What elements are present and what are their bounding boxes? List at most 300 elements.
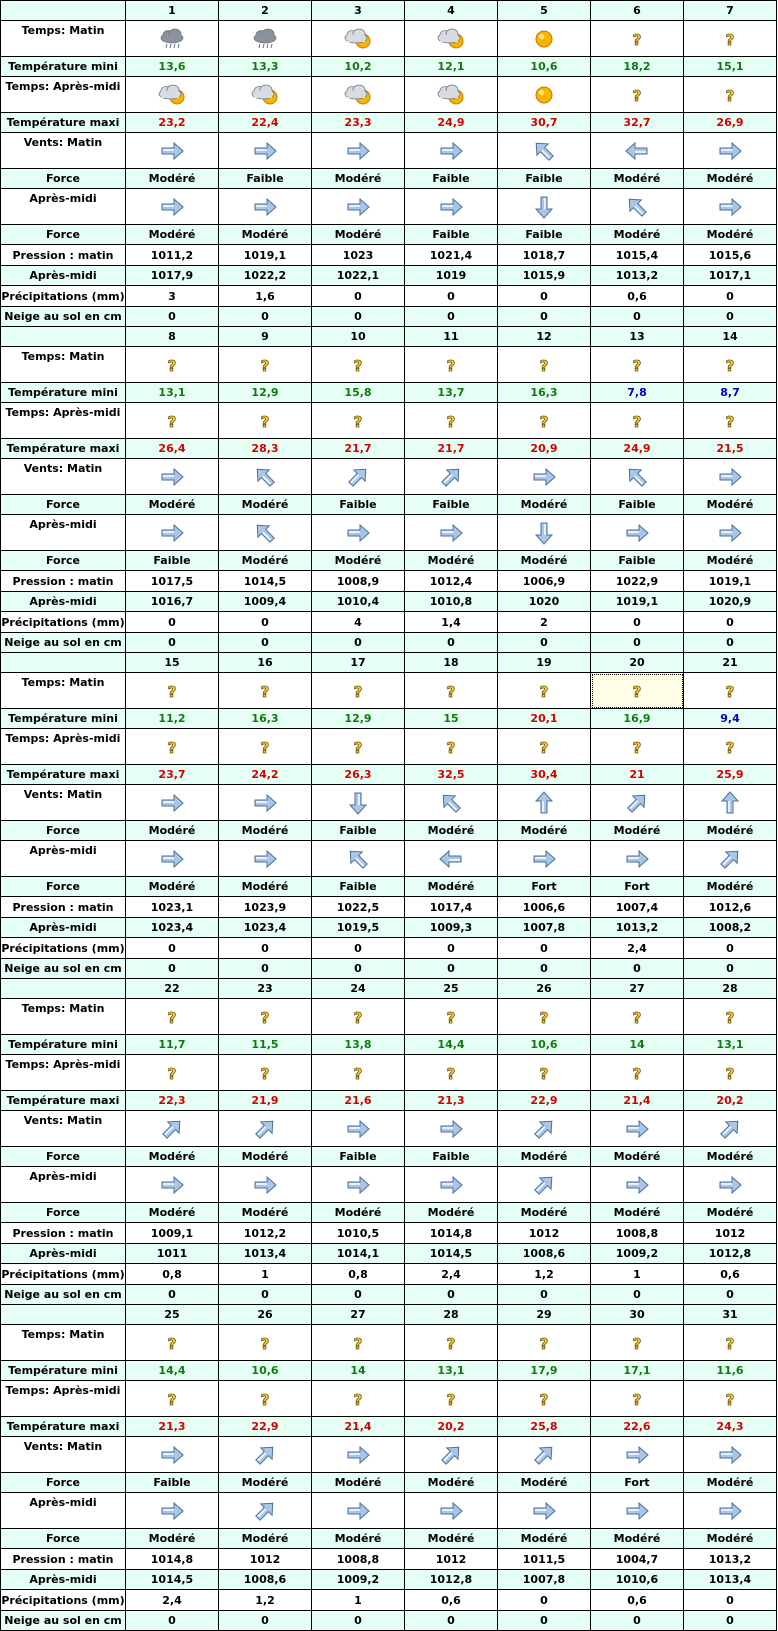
arrow-east-icon: [623, 1117, 651, 1141]
week-2-row-temp-max: [1, 439, 777, 459]
unknown-icon: [437, 1331, 465, 1355]
temp-min-cell: 14,4: [126, 1361, 219, 1381]
pressure-afternoon-cell: 1023,4: [219, 918, 312, 938]
weather-afternoon-cell: [684, 729, 777, 765]
force-afternoon-cell: Modéré: [405, 1529, 498, 1549]
row-label-wind-afternoon: Après-midi: [1, 189, 126, 225]
temp-max-cell: 30,7: [498, 113, 591, 133]
weather-morning-cell: [498, 999, 591, 1035]
wind-afternoon-cell: [312, 515, 405, 551]
week-4-row-wind-afternoon: [1, 1167, 777, 1203]
row-label-snow-depth: Neige au sol en cm: [1, 633, 126, 653]
snow-depth-cell: 0: [684, 633, 777, 653]
temp-max-cell: 21,9: [219, 1091, 312, 1111]
force-morning-cell: Modéré: [219, 1147, 312, 1167]
pressure-morning-cell: 1023,1: [126, 897, 219, 918]
day-number-cell: 6: [591, 1, 684, 21]
arrow-east-icon: [251, 195, 279, 219]
svg-text:?: ?: [353, 1334, 363, 1353]
svg-text:?: ?: [539, 1334, 549, 1353]
precipitation-cell: 0: [405, 938, 498, 959]
wind-morning-cell: [126, 785, 219, 821]
arrow-northwest-icon: [530, 139, 558, 163]
arrow-east-icon: [716, 1499, 744, 1523]
weather-morning-cell: [498, 1325, 591, 1361]
day-number-cell: 8: [126, 327, 219, 347]
pressure-morning-cell: 1012: [405, 1549, 498, 1570]
pressure-morning-cell: 1023,9: [219, 897, 312, 918]
temp-min-cell: 16,3: [498, 383, 591, 403]
pressure-afternoon-cell: 1019,5: [312, 918, 405, 938]
weather-afternoon-cell: [312, 1055, 405, 1091]
week-2-row-wind-morning: [1, 459, 777, 495]
svg-text:?: ?: [446, 1064, 456, 1083]
temp-min-cell: 12,9: [312, 709, 405, 729]
pressure-afternoon-cell: 1010,6: [591, 1570, 684, 1590]
force-afternoon-cell: Modéré: [405, 877, 498, 897]
wind-afternoon-cell: [405, 1493, 498, 1529]
temp-min-cell: 15,1: [684, 57, 777, 77]
wind-morning-cell: [591, 1111, 684, 1147]
temp-max-cell: 25,9: [684, 765, 777, 785]
arrow-northeast-icon: [251, 1443, 279, 1467]
wind-afternoon-cell: [591, 1167, 684, 1203]
week-1-row-snow-depth: [1, 307, 777, 327]
weather-morning-cell: [219, 999, 312, 1035]
weather-afternoon-cell: [498, 1381, 591, 1417]
temp-max-cell: 21,3: [126, 1417, 219, 1437]
unknown-icon: [251, 1387, 279, 1411]
svg-text:?: ?: [632, 738, 642, 757]
temp-max-cell: 24,2: [219, 765, 312, 785]
pressure-morning-cell: 1018,7: [498, 245, 591, 266]
wind-morning-cell: [684, 459, 777, 495]
unknown-icon: [716, 83, 744, 107]
pressure-afternoon-cell: 1014,5: [126, 1570, 219, 1590]
arrow-east-icon: [158, 1499, 186, 1523]
weather-afternoon-cell: [312, 1381, 405, 1417]
unknown-icon: [437, 735, 465, 759]
pressure-afternoon-cell: 1009,4: [219, 592, 312, 612]
snow-depth-cell: 0: [126, 959, 219, 979]
day-number-cell: 2: [219, 1, 312, 21]
precipitation-cell: 0,6: [405, 1590, 498, 1611]
week-4-row-weather-morning: [1, 999, 777, 1035]
arrow-east-icon: [437, 1117, 465, 1141]
weather-morning-cell: [126, 673, 219, 709]
weather-afternoon-cell: [591, 403, 684, 439]
force-afternoon-cell: Faible: [405, 225, 498, 245]
row-label-precipitation: Précipitations (mm): [1, 1264, 126, 1285]
week-3-row-force-morning: [1, 821, 777, 841]
svg-text:?: ?: [539, 1064, 549, 1083]
row-label-temp-min: Température mini: [1, 57, 126, 77]
temp-max-cell: 22,9: [498, 1091, 591, 1111]
temp-min-cell: 12,1: [405, 57, 498, 77]
svg-text:?: ?: [632, 682, 642, 701]
snow-depth-cell: 0: [498, 1611, 591, 1631]
wind-afternoon-cell: [312, 1167, 405, 1203]
svg-text:?: ?: [446, 1390, 456, 1409]
temp-max-cell: 21,3: [405, 1091, 498, 1111]
precipitation-cell: 0,6: [591, 286, 684, 307]
arrow-east-icon: [158, 1173, 186, 1197]
precipitation-cell: 0,6: [684, 1264, 777, 1285]
wind-morning-cell: [219, 1437, 312, 1473]
temp-max-cell: 20,9: [498, 439, 591, 459]
day-number-cell: 7: [684, 1, 777, 21]
weather-morning-cell: [312, 999, 405, 1035]
wind-morning-cell: [312, 133, 405, 169]
force-afternoon-cell: Modéré: [219, 1529, 312, 1549]
unknown-icon: [623, 1387, 651, 1411]
force-morning-cell: Modéré: [684, 1473, 777, 1493]
arrow-north-icon: [716, 791, 744, 815]
svg-text:?: ?: [167, 682, 177, 701]
temp-max-cell: 30,4: [498, 765, 591, 785]
arrow-east-icon: [437, 1499, 465, 1523]
wind-morning-cell: [219, 459, 312, 495]
temp-min-cell: 13,3: [219, 57, 312, 77]
temp-min-cell: 11,5: [219, 1035, 312, 1055]
pressure-morning-cell: 1010,5: [312, 1223, 405, 1244]
weather-afternoon-cell: [312, 729, 405, 765]
force-afternoon-cell: Modéré: [591, 1203, 684, 1223]
temp-max-cell: 32,7: [591, 113, 684, 133]
unknown-icon: [530, 1061, 558, 1085]
pressure-afternoon-cell: 1013,2: [591, 918, 684, 938]
wind-morning-cell: [312, 1437, 405, 1473]
arrow-west-icon: [623, 139, 651, 163]
arrow-east-icon: [344, 1499, 372, 1523]
snow-depth-cell: 0: [591, 1285, 684, 1305]
snow-depth-cell: 0: [312, 959, 405, 979]
row-label-temp-max: Température maxi: [1, 1417, 126, 1437]
force-morning-cell: Modéré: [219, 821, 312, 841]
day-number-cell: 26: [498, 979, 591, 999]
unknown-icon: [530, 1005, 558, 1029]
temp-max-cell: 24,3: [684, 1417, 777, 1437]
snow-depth-cell: 0: [219, 1285, 312, 1305]
precipitation-cell: 2,4: [405, 1264, 498, 1285]
week-5-row-force-morning: [1, 1473, 777, 1493]
arrow-east-icon: [251, 791, 279, 815]
arrow-northeast-icon: [530, 1443, 558, 1467]
arrow-northwest-icon: [344, 847, 372, 871]
unknown-icon: [251, 1331, 279, 1355]
weather-afternoon-cell: [591, 1381, 684, 1417]
week-header-blank: [1, 979, 126, 999]
week-1-row-temp-max: [1, 113, 777, 133]
svg-text:?: ?: [539, 356, 549, 375]
day-number-cell: 22: [126, 979, 219, 999]
row-label-force-afternoon: Force: [1, 1529, 126, 1549]
force-morning-cell: Modéré: [405, 821, 498, 841]
pressure-morning-cell: 1019,1: [219, 245, 312, 266]
row-label-temp-max: Température maxi: [1, 1091, 126, 1111]
pressure-morning-cell: 1017,5: [126, 571, 219, 592]
temp-max-cell: 20,2: [684, 1091, 777, 1111]
pressure-morning-cell: 1012: [498, 1223, 591, 1244]
row-label-snow-depth: Neige au sol en cm: [1, 1611, 126, 1631]
pressure-afternoon-cell: 1012,8: [684, 1244, 777, 1264]
force-afternoon-cell: Modéré: [312, 225, 405, 245]
arrow-northeast-icon: [530, 1173, 558, 1197]
arrow-east-icon: [344, 195, 372, 219]
week-2-row-weather-morning: [1, 347, 777, 383]
snow-depth-cell: 0: [684, 1285, 777, 1305]
unknown-icon: [623, 735, 651, 759]
weather-afternoon-cell: [684, 1381, 777, 1417]
pressure-morning-cell: 1008,8: [312, 1549, 405, 1570]
svg-text:?: ?: [632, 1390, 642, 1409]
snow-depth-cell: 0: [684, 307, 777, 327]
week-1-row-precipitation: [1, 286, 777, 307]
force-morning-cell: Faible: [405, 169, 498, 189]
snow-depth-cell: 0: [591, 959, 684, 979]
week-4-row-pressure-afternoon: [1, 1244, 777, 1264]
force-afternoon-cell: Modéré: [126, 225, 219, 245]
wind-afternoon-cell: [405, 1167, 498, 1203]
temp-min-cell: 20,1: [498, 709, 591, 729]
unknown-icon: [158, 1387, 186, 1411]
arrow-north-icon: [530, 791, 558, 815]
svg-text:?: ?: [353, 412, 363, 431]
wind-morning-cell: [219, 133, 312, 169]
force-morning-cell: Faible: [312, 495, 405, 515]
arrow-east-icon: [158, 847, 186, 871]
unknown-icon: [437, 1005, 465, 1029]
week-5-row-weather-afternoon: [1, 1381, 777, 1417]
row-label-pressure-afternoon: Après-midi: [1, 1244, 126, 1264]
unknown-icon: [716, 27, 744, 51]
precipitation-cell: 0,6: [591, 1590, 684, 1611]
precipitation-cell: 1,2: [219, 1590, 312, 1611]
wind-afternoon-cell: [312, 189, 405, 225]
arrow-northwest-icon: [251, 465, 279, 489]
pressure-afternoon-cell: 1008,6: [498, 1244, 591, 1264]
pressure-afternoon-cell: 1012,8: [405, 1570, 498, 1590]
weather-afternoon-cell: [219, 403, 312, 439]
wind-morning-cell: [498, 133, 591, 169]
weather-afternoon-cell: [405, 729, 498, 765]
temp-min-cell: 14: [312, 1361, 405, 1381]
week-header-blank: [1, 1, 126, 21]
force-afternoon-cell: Modéré: [219, 1203, 312, 1223]
wind-afternoon-cell: [126, 1493, 219, 1529]
wind-afternoon-cell: [684, 189, 777, 225]
day-number-cell: 23: [219, 979, 312, 999]
week-1-row-wind-morning: [1, 133, 777, 169]
arrow-east-icon: [623, 1443, 651, 1467]
arrow-east-icon: [716, 521, 744, 545]
pressure-morning-cell: 1015,6: [684, 245, 777, 266]
pressure-morning-cell: 1021,4: [405, 245, 498, 266]
row-label-wind-afternoon: Après-midi: [1, 841, 126, 877]
unknown-icon: [623, 1331, 651, 1355]
row-label-weather-afternoon: Temps: Après-midi: [1, 403, 126, 439]
row-label-precipitation: Précipitations (mm): [1, 612, 126, 633]
arrow-south-icon: [530, 521, 558, 545]
weather-afternoon-cell: [219, 1381, 312, 1417]
force-morning-cell: Faible: [405, 495, 498, 515]
sun-icon: [530, 83, 558, 107]
unknown-icon: [716, 1331, 744, 1355]
unknown-icon: [344, 409, 372, 433]
temp-max-cell: 21,7: [312, 439, 405, 459]
row-label-pressure-afternoon: Après-midi: [1, 1570, 126, 1590]
row-label-temp-max: Température maxi: [1, 765, 126, 785]
precipitation-cell: 1: [312, 1590, 405, 1611]
row-label-pressure-morning: Pression : matin: [1, 571, 126, 592]
week-4-row-pressure-morning: [1, 1223, 777, 1244]
day-number-cell: 4: [405, 1, 498, 21]
wind-afternoon-cell: [312, 841, 405, 877]
temp-min-cell: 13,1: [126, 383, 219, 403]
rain-cloud-icon: [251, 27, 279, 51]
weather-morning-cell: [219, 1325, 312, 1361]
week-5-row-pressure-afternoon: [1, 1570, 777, 1590]
wind-afternoon-cell: [498, 841, 591, 877]
unknown-icon: [716, 409, 744, 433]
snow-depth-cell: 0: [405, 1285, 498, 1305]
precipitation-cell: 0: [312, 286, 405, 307]
svg-text:?: ?: [539, 412, 549, 431]
svg-text:?: ?: [632, 30, 642, 49]
temp-max-cell: 26,3: [312, 765, 405, 785]
svg-text:?: ?: [632, 1334, 642, 1353]
pressure-afternoon-cell: 1010,4: [312, 592, 405, 612]
unknown-icon: [530, 409, 558, 433]
row-label-pressure-afternoon: Après-midi: [1, 918, 126, 938]
temp-max-cell: 22,4: [219, 113, 312, 133]
cloud-sun-icon: [344, 83, 372, 107]
arrow-east-icon: [623, 847, 651, 871]
wind-morning-cell: [312, 1111, 405, 1147]
pressure-morning-cell: 1012,2: [219, 1223, 312, 1244]
row-label-precipitation: Précipitations (mm): [1, 286, 126, 307]
wind-afternoon-cell: [684, 841, 777, 877]
week-2-row-precipitation: [1, 612, 777, 633]
pressure-afternoon-cell: 1020: [498, 592, 591, 612]
week-1-row-temp-min: [1, 57, 777, 77]
unknown-icon: [344, 1331, 372, 1355]
temp-max-cell: 22,6: [591, 1417, 684, 1437]
wind-afternoon-cell: [126, 841, 219, 877]
row-label-temp-min: Température mini: [1, 709, 126, 729]
day-number-cell: 30: [591, 1305, 684, 1325]
row-label-force-afternoon: Force: [1, 877, 126, 897]
pressure-afternoon-cell: 1019: [405, 266, 498, 286]
weather-afternoon-cell: [684, 77, 777, 113]
arrow-east-icon: [344, 1173, 372, 1197]
row-label-weather-morning: Temps: Matin: [1, 1325, 126, 1361]
day-number-cell: 9: [219, 327, 312, 347]
pressure-morning-cell: 1014,8: [126, 1549, 219, 1570]
temp-min-cell: 10,6: [498, 57, 591, 77]
unknown-icon: [344, 1387, 372, 1411]
svg-text:?: ?: [260, 1064, 270, 1083]
arrow-east-icon: [716, 195, 744, 219]
row-label-force-morning: Force: [1, 1473, 126, 1493]
weather-afternoon-cell: [405, 1381, 498, 1417]
arrow-northwest-icon: [623, 465, 651, 489]
unknown-icon: [530, 1387, 558, 1411]
week-4-row-force-afternoon: [1, 1203, 777, 1223]
temp-max-cell: 28,3: [219, 439, 312, 459]
force-morning-cell: Faible: [591, 495, 684, 515]
svg-text:?: ?: [167, 412, 177, 431]
cloud-sun-icon: [437, 27, 465, 51]
weather-morning-cell: [684, 999, 777, 1035]
week-3-row-weather-morning: [1, 673, 777, 709]
pressure-afternoon-cell: 1009,3: [405, 918, 498, 938]
arrow-northwest-icon: [251, 521, 279, 545]
unknown-icon: [437, 353, 465, 377]
temp-min-cell: 10,6: [219, 1361, 312, 1381]
week-3-row-weather-afternoon: [1, 729, 777, 765]
row-label-wind-morning: Vents: Matin: [1, 133, 126, 169]
weather-morning-cell: [498, 673, 591, 709]
weather-morning-cell: [405, 21, 498, 57]
week-3-row-wind-afternoon: [1, 841, 777, 877]
pressure-afternoon-cell: 1013,4: [684, 1570, 777, 1590]
week-4-row-temp-min: [1, 1035, 777, 1055]
arrow-northeast-icon: [251, 1499, 279, 1523]
pressure-afternoon-cell: 1007,8: [498, 918, 591, 938]
snow-depth-cell: 0: [219, 633, 312, 653]
wind-morning-cell: [684, 1437, 777, 1473]
wind-morning-cell: [684, 1111, 777, 1147]
unknown-icon: [158, 353, 186, 377]
day-number-cell: 31: [684, 1305, 777, 1325]
precipitation-cell: 0: [312, 938, 405, 959]
unknown-icon: [158, 409, 186, 433]
unknown-icon: [344, 1005, 372, 1029]
temp-min-cell: 13,7: [405, 383, 498, 403]
pressure-morning-cell: 1019,1: [684, 571, 777, 592]
arrow-east-icon: [251, 1173, 279, 1197]
snow-depth-cell: 0: [405, 307, 498, 327]
force-morning-cell: Modéré: [126, 495, 219, 515]
weather-morning-cell: [312, 21, 405, 57]
temp-max-cell: 21,6: [312, 1091, 405, 1111]
svg-text:?: ?: [353, 1390, 363, 1409]
wind-morning-cell: [312, 459, 405, 495]
pressure-afternoon-cell: 1007,8: [498, 1570, 591, 1590]
arrow-east-icon: [716, 465, 744, 489]
svg-text:?: ?: [353, 1064, 363, 1083]
week-1-row-weather-morning: [1, 21, 777, 57]
pressure-morning-cell: 1017,4: [405, 897, 498, 918]
precipitation-cell: 0: [126, 612, 219, 633]
svg-text:?: ?: [446, 1334, 456, 1353]
force-afternoon-cell: Modéré: [126, 1529, 219, 1549]
pressure-morning-cell: 1008,8: [591, 1223, 684, 1244]
pressure-morning-cell: 1004,7: [591, 1549, 684, 1570]
pressure-afternoon-cell: 1010,8: [405, 592, 498, 612]
snow-depth-cell: 0: [405, 633, 498, 653]
wind-morning-cell: [126, 133, 219, 169]
row-label-weather-morning: Temps: Matin: [1, 21, 126, 57]
wind-morning-cell: [498, 1111, 591, 1147]
weather-morning-cell: [591, 673, 684, 709]
row-label-precipitation: Précipitations (mm): [1, 1590, 126, 1611]
weather-morning-cell: [684, 673, 777, 709]
week-2-row-day-number: [1, 327, 777, 347]
svg-text:?: ?: [353, 1008, 363, 1027]
svg-text:?: ?: [353, 682, 363, 701]
